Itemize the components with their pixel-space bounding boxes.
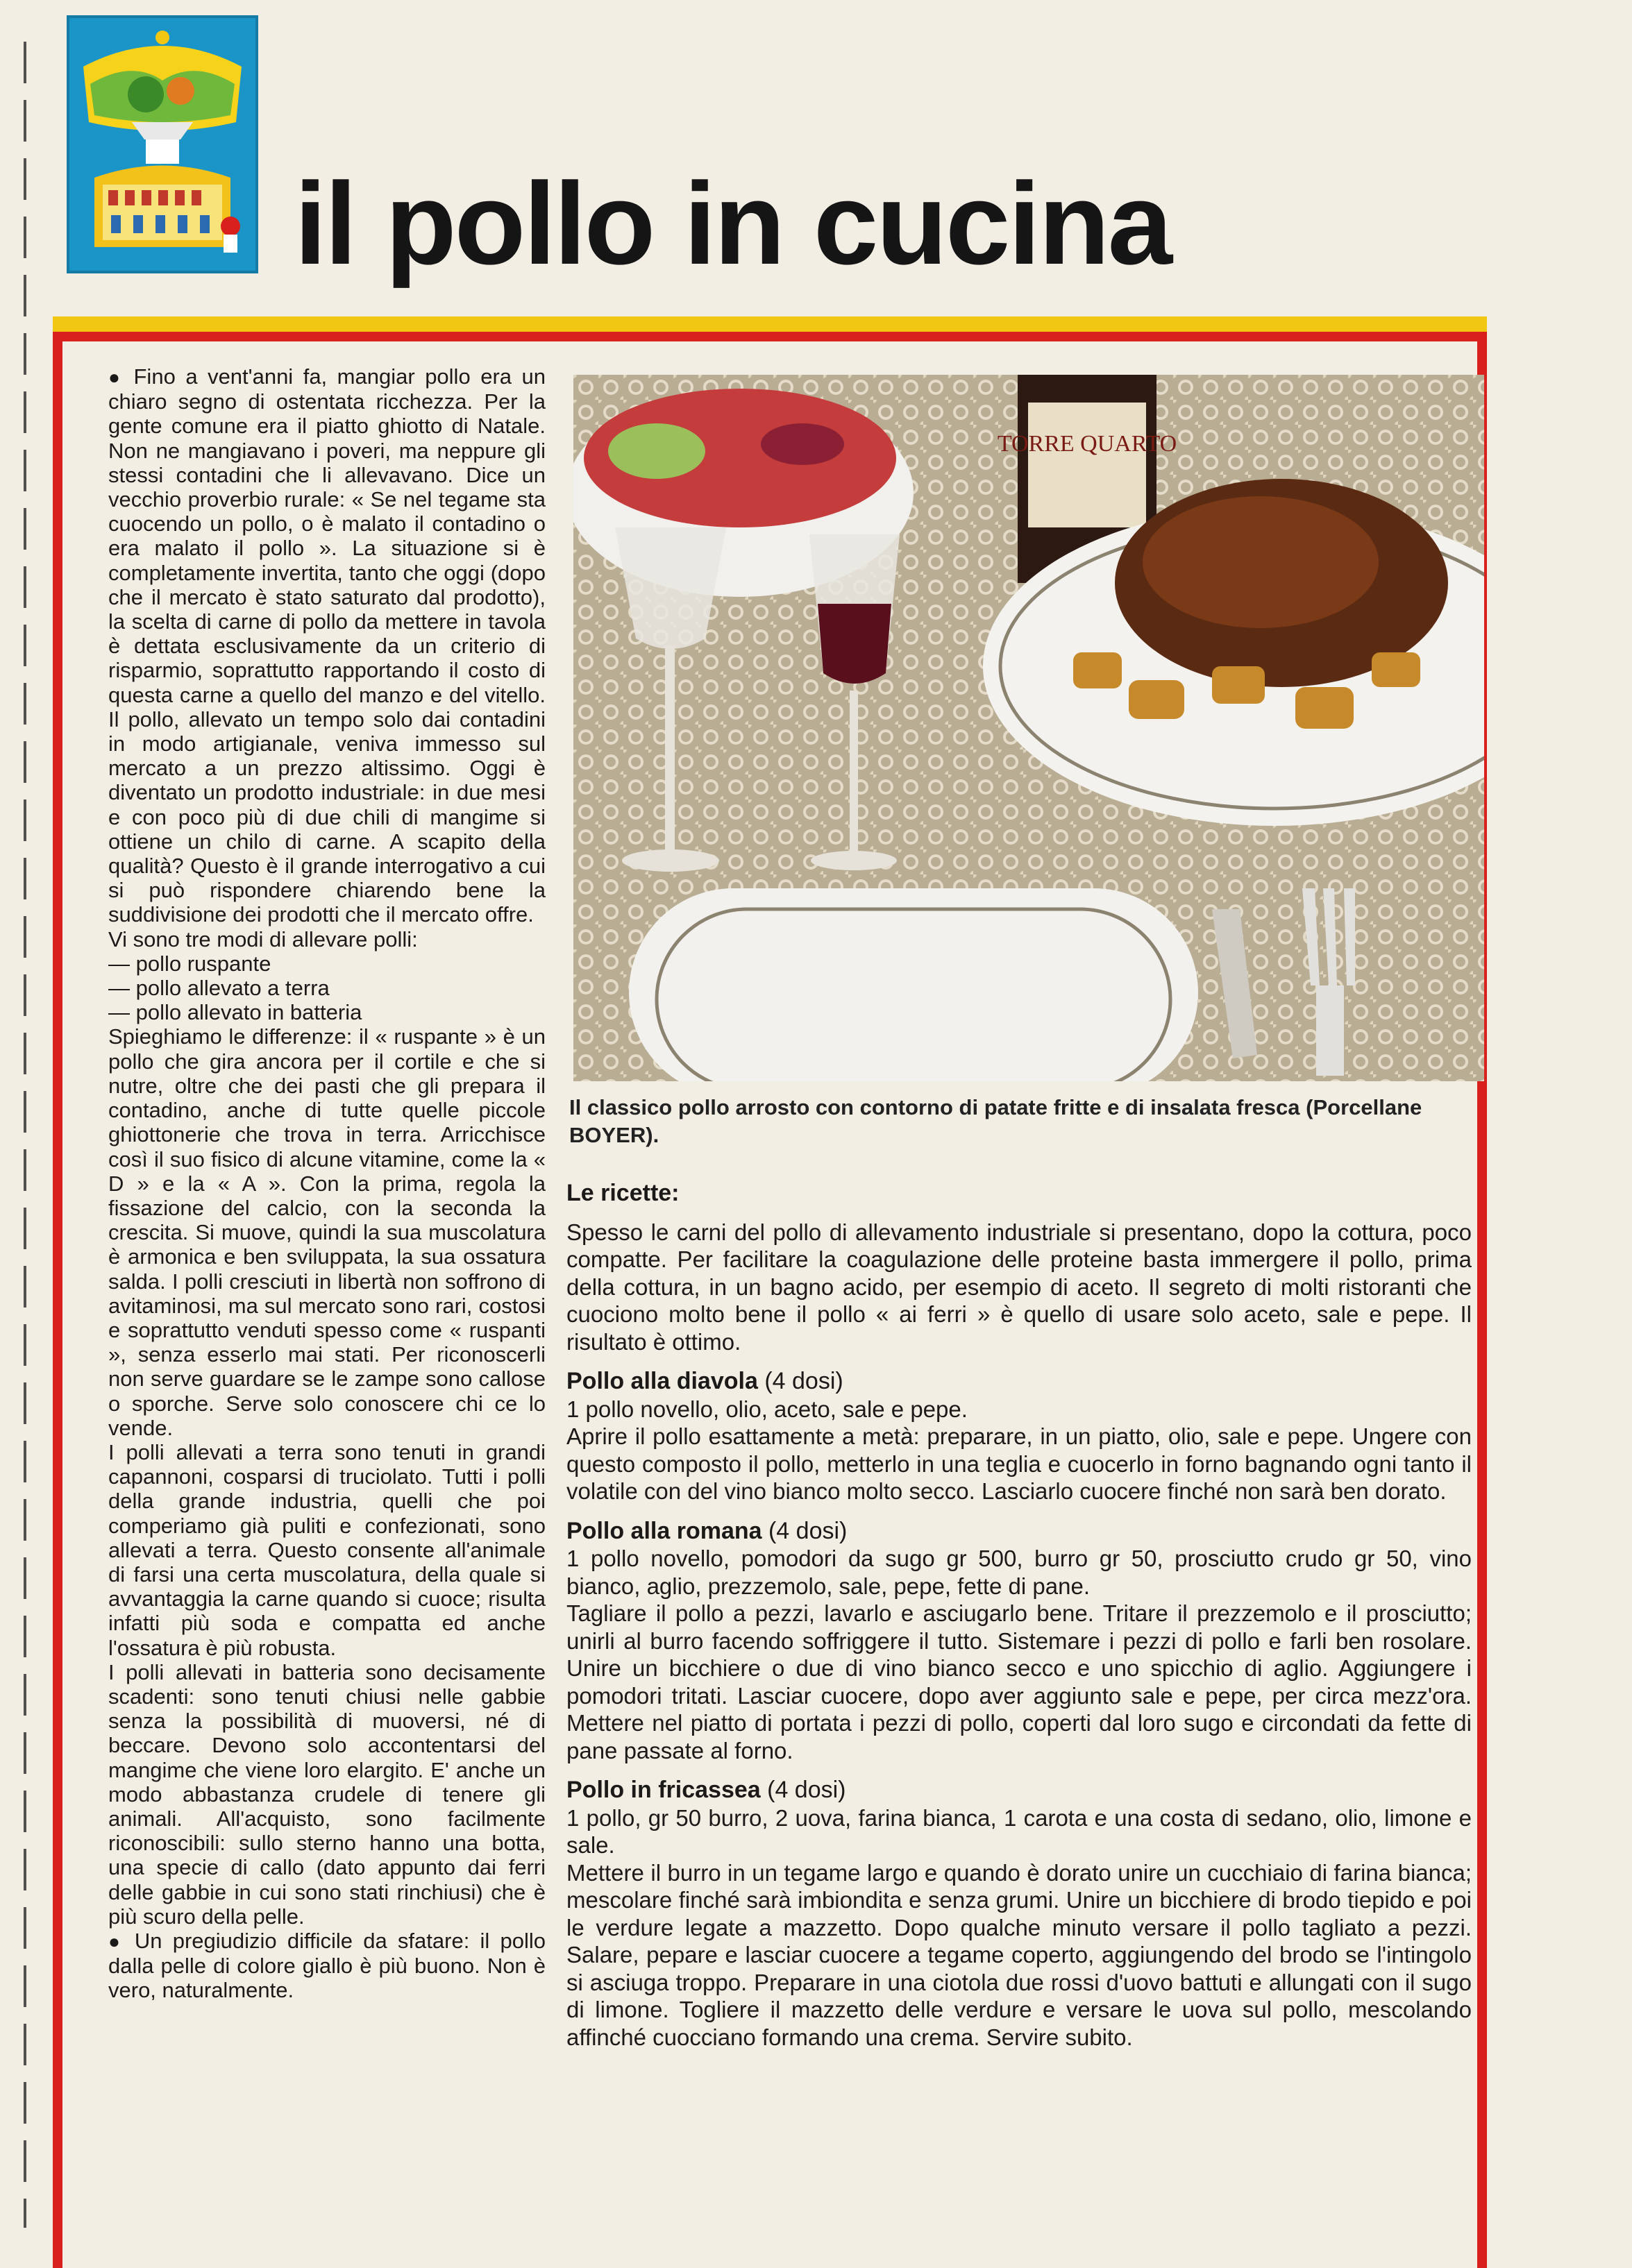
recipe-title-fricassea: Pollo in fricassea (4 dosi) <box>566 1777 846 1803</box>
article-paragraph: I polli allevati in batteria sono decisamente scadenti: sono tenuti chiusi nelle gabbie senza la possibilità di muoversi, né di beccare. Devono solo accontentarsi del mangime che viene loro elargito. E' anche un modo abbastanza crudele di tenere gli animali. All'acquisto, sono facilmente riconoscibili: sullo sterno hanno una botta, una specie di callo (dato appunto dai ferri delle gabbie in cui sono stati rinchiusi) che è più scuro della pelle. <box>108 1659 546 1929</box>
recipe-ingredients: 1 pollo, gr 50 burro, 2 uova, farina bianca, 1 carota e una costa di sedano, olio, limone e sale. <box>566 1804 1472 1858</box>
recipe-method: Mettere il burro in un tegame largo e quando è dorato unire un cucchiaio di farina bianca; mescolare finché sarà imbiondita e senza grumi. Unire un bicchiere di brodo tiepido e poi le verdure legate a mazzetto. Dopo qualche minuto versare il pollo tagliato a pezzi. Salare, pepare e lasciar cuocere a tegame coperto, aggiungendo del brodo se l'intingolo si asciuga troppo. Preparare in una ciotola due rossi d'uovo battuti e allungati con il sugo di limone. Togliere il mazzetto delle verdure e versare le uova sul pollo, mescolando affinché cuocciano formando una crema. Servire subito. <box>566 1859 1472 2050</box>
recipe-method: Tagliare il pollo a pezzi, lavarlo e asciugarlo bene. Tritare il prezzemolo e il prosciutto; unirli al burro facendo soffriggere il tutto. Sistemare i pezzi di pollo e farli ben rosolare. Unire un bicchiere o due di vino bianco secco e uno spicchio di aglio. Aggiungere i pomodori tritati. Lasciar cuocere, dopo aver aggiunto sale e pepe, per circa mezz'ora. Mettere nel piatto di portata i pezzi di pollo, coperti dal loro sugo e circondati da fette di pane passate al forno. <box>566 1600 1472 1763</box>
section-logo-illustration <box>67 15 258 273</box>
binding-margin-line <box>24 42 26 2228</box>
recipes-heading: Le ricette: <box>566 1180 680 1206</box>
recipes-intro: Spesso le carni del pollo di allevamento industriale si presentano, dopo la cottura, poco compatte. Per facilitare la coagulazione delle proteine basta immergere il pollo, prima della cottura, in un bagno acido, per esempio di aceto. Il segreto di molti ristoranti che cuociono molto bene il pollo « ai ferri » è quello di usare solo aceto, sale e pepe. Il risultato è ottimo. <box>566 1219 1472 1355</box>
recipe-ingredients: 1 pollo novello, pomodori da sugo gr 500, burro gr 50, prosciutto crudo gr 50, vino bianco, aglio, prezzemolo, sale, pepe, fette di pane. <box>566 1546 1472 1599</box>
article-paragraph: I polli allevati a terra sono tenuti in grandi capannoni, cosparsi di truciolato. Tutti i polli della grande industria, quelli che poi comperiamo già puliti e confezionati, sono allevati a terra. Questo consente all'animale di farsi una certa muscolatura, della quale si avvantaggia la carne quando si cuoce; risulta infatti più soda e compatta ed anche l'ossatura è più robusta. <box>108 1439 546 1660</box>
article-paragraph: Spieghiamo le differenze: il « ruspante » è un pollo che gira ancora per il cortile e che si nutre, oltre che dei pasti che gli prepara il contadino, anche di tutte quelle piccole ghiottonerie che trova in terra. Arricchisce così il suo fisico di alcune vitamine, come la « D » e la « A ». Con la prima, regola la fissazione del calcio, con la seconda la crescita. Si muove, quindi la sua muscolatura è armonica e ben sviluppata, la sua ossatura salda. I polli cresciuti in libertà non soffrono di avitaminosi, ma sul mercato sono rari, costosi e soprattutto venduti spesso come « ruspanti », senza esserlo mai stati. Per riconoscerli non serve guardare se le zampe sono callose o sporche. Serve solo conoscere chi ce lo vende. <box>108 1024 546 1440</box>
bottle-label: TORRE QUARTO <box>997 431 1177 457</box>
article-paragraph: Vi sono tre modi di allevare polli: <box>108 926 418 951</box>
recipe-title-diavola: Pollo alla diavola (4 dosi) <box>566 1368 843 1394</box>
article-paragraph: ● Fino a vent'anni fa, mangiar pollo era un chiaro segno di ostentata ricchezza. Per la gente comune era il piatto ghiotto di Natale. Non ne mangiavano i poveri, ma neppure gli stessi contadini che li allevavano. Dice un vecchio proverbio rurale: « Se nel tegame sta cuocendo un pollo, o è malato il contadino o era malato il pollo ». La situazione si è completamente invertita, tanto che oggi (dopo che il mercato è stato saturato dal prodotto), la scelta di carne di pollo da mettere in tavola è dettata esclusivamente da un criterio di risparmio, soprattutto rapportando il costo di questa carne a quello del manzo e del vitello. Il pollo, allevato un tempo solo dai contadini in modo artigianale, veniva immesso sul mercato a un prezzo altissimo. Oggi è diventato un prodotto industriale: in due mesi e con poco più di due chili di mangime si ottiene un chilo di carne. A scapito della qualità? Questo è il grande interrogativo a cui si può rispondere chiarendo bene la suddivisione dei prodotti che il mercato offre. <box>108 364 546 927</box>
recipe-ingredients: 1 pollo novello, olio, aceto, sale e pepe. <box>566 1396 968 1422</box>
yellow-band-divider <box>53 316 1487 332</box>
page-title: il pollo in cucina <box>294 158 1171 289</box>
list-item: — pollo ruspante <box>108 951 271 976</box>
recipes-column <box>566 1180 1472 2051</box>
intro-article-column <box>108 364 546 2003</box>
article-paragraph: ● Un pregiudizio difficile da sfatare: il pollo dalla pelle di colore giallo è più buono. Non è vero, naturalmente. <box>108 1929 546 2003</box>
recipe-title-romana: Pollo alla romana (4 dosi) <box>566 1517 848 1544</box>
list-item: — pollo allevato a terra <box>108 976 330 1001</box>
recipe-method: Aprire il pollo esattamente a metà: preparare, in un piatto, olio, sale e pepe. Ungere con questo composto il pollo, metterlo in una teglia e cuocerlo in forno bagnando ogni tanto il volatile con del vino bianco molto secco. Lasciarlo cuocere finché non sarà ben dorato. <box>566 1423 1472 1504</box>
photo-caption: Il classico pollo arrosto con contorno di patate fritte e di insalata fresca (Porcellane BOYER). <box>569 1095 1422 1147</box>
logo-illustration-icon <box>69 18 255 271</box>
roast-chicken-photo <box>573 375 1484 1081</box>
list-item: — pollo allevato in batteria <box>108 1000 362 1025</box>
